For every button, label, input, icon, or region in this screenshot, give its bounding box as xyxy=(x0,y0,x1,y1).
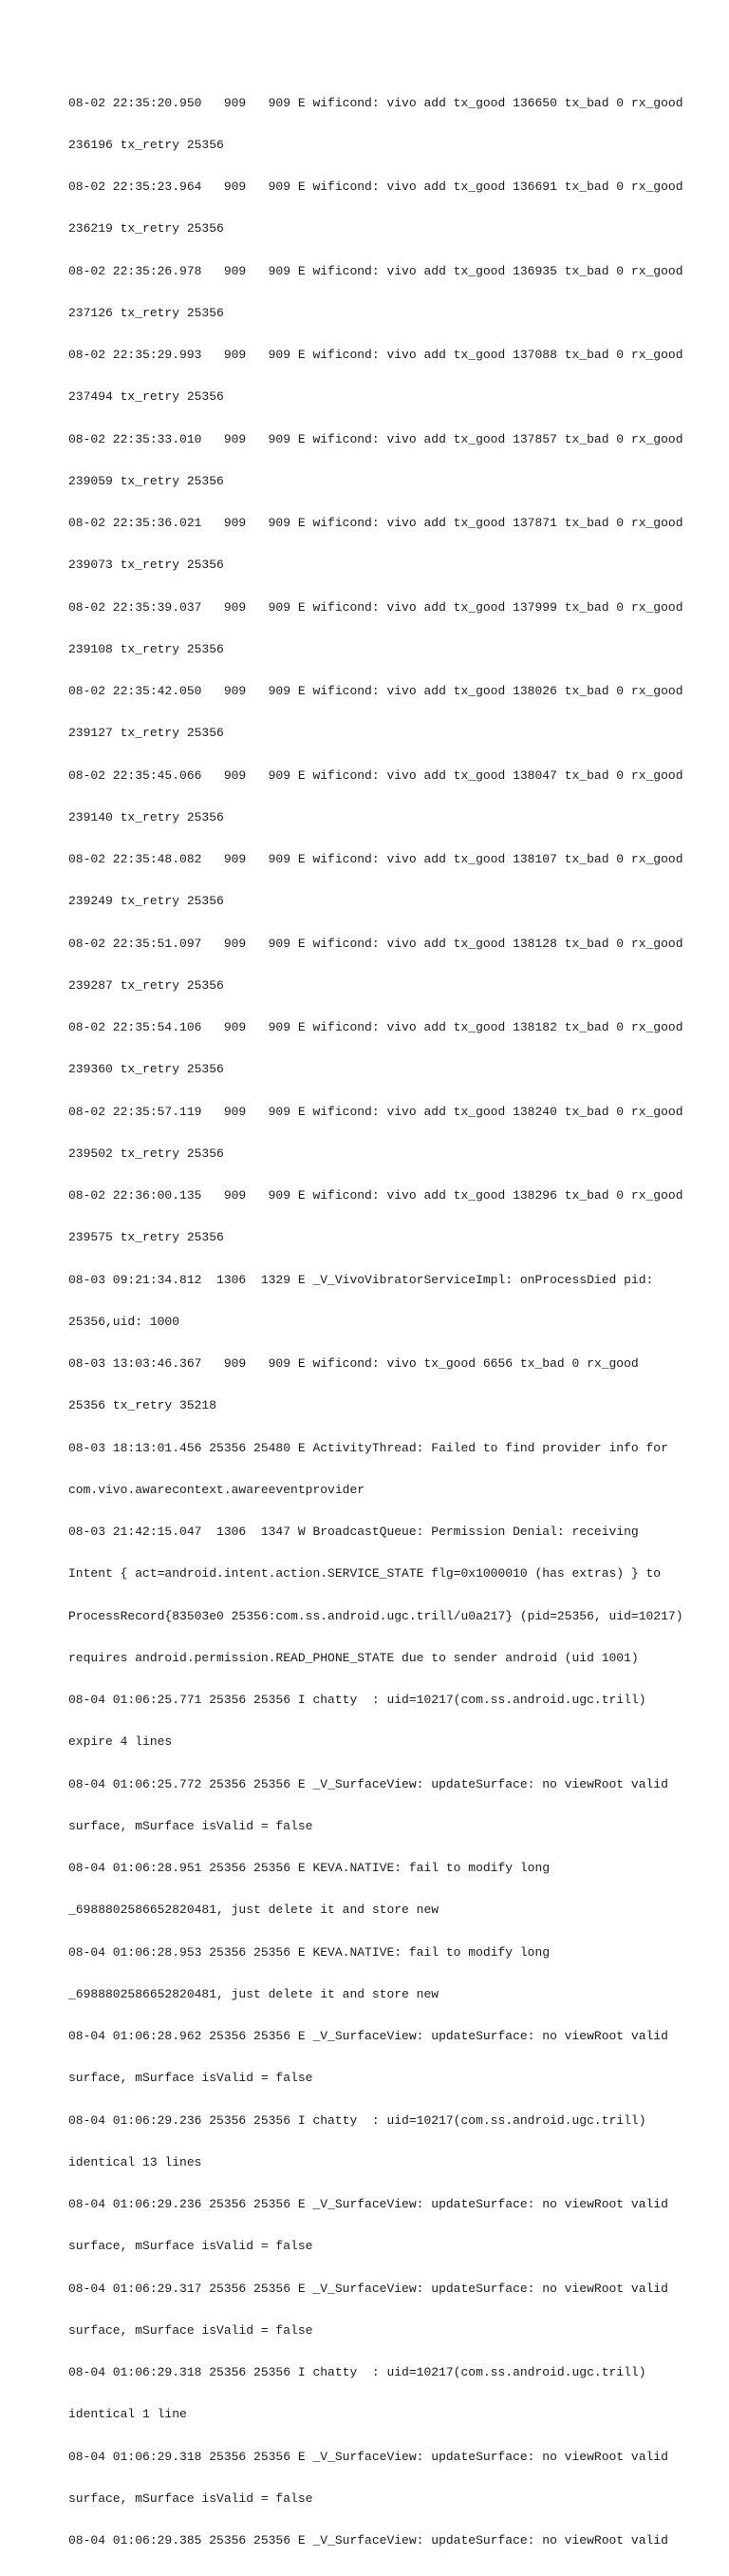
log-line: 08-02 22:35:36.021 909 909 E wificond: vivo add tx_good 137871 tx_bad 0 rx_good xyxy=(68,516,683,530)
log-line: surface, mSurface isValid = false xyxy=(68,2491,313,2506)
log-line: 239249 tx_retry 25356 xyxy=(68,894,224,909)
log-line: 08-02 22:35:26.978 909 909 E wificond: vivo add tx_good 136935 tx_bad 0 rx_good xyxy=(68,263,683,278)
log-line: _6988802586652820481, just delete it and store new xyxy=(68,1903,439,1918)
log-line: 08-02 22:35:23.964 909 909 E wificond: vivo add tx_good 136691 tx_bad 0 rx_good xyxy=(68,180,683,194)
log-line: 236196 tx_retry 25356 xyxy=(68,137,224,152)
log-line: 08-04 01:06:29.318 25356 25356 E _V_SurfaceView: updateSurface: no viewRoot valid xyxy=(68,2449,668,2464)
log-line: 08-03 21:42:15.047 1306 1347 W BroadcastQueue: Permission Denial: receiving xyxy=(68,1525,639,1539)
log-line: 08-03 09:21:34.812 1306 1329 E _V_VivoVibratorServiceImpl: onProcessDied pid: xyxy=(68,1272,654,1287)
log-line: identical 1 line xyxy=(68,2407,187,2422)
log-line: 236219 tx_retry 25356 xyxy=(68,221,224,237)
log-line: 239073 tx_retry 25356 xyxy=(68,558,224,573)
log-line: surface, mSurface isValid = false xyxy=(68,1818,313,1833)
log-line: 08-04 01:06:29.317 25356 25356 E _V_SurfaceView: updateSurface: no viewRoot valid xyxy=(68,2281,668,2296)
log-line: surface, mSurface isValid = false xyxy=(68,2322,313,2338)
log-line: 08-02 22:35:39.037 909 909 E wificond: vivo add tx_good 137999 tx_bad 0 rx_good xyxy=(68,599,683,615)
log-line: 239502 tx_retry 25356 xyxy=(68,1146,224,1161)
log-text xyxy=(68,68,683,2576)
log-line: 239287 tx_retry 25356 xyxy=(68,977,224,993)
log-line: 08-02 22:35:57.119 909 909 E wificond: vivo add tx_good 138240 tx_bad 0 rx_good xyxy=(68,1104,683,1119)
log-line: expire 4 lines xyxy=(68,1734,173,1750)
log-line: 239575 tx_retry 25356 xyxy=(68,1230,224,1245)
log-line: 239127 tx_retry 25356 xyxy=(68,726,224,741)
log-line: 25356 tx_retry 35218 xyxy=(68,1398,217,1413)
log-line: 08-04 01:06:29.385 25356 25356 E _V_SurfaceView: updateSurface: no viewRoot valid xyxy=(68,2533,668,2548)
log-line: ProcessRecord{83503e0 25356:com.ss.android.ugc.trill/u0a217} (pid=25356, uid=10217) xyxy=(68,1608,683,1623)
log-line: requires android.permission.READ_PHONE_STATE due to sender android (uid 1001) xyxy=(68,1650,639,1665)
log-line: _6988802586652820481, just delete it and store new xyxy=(68,1986,439,2001)
log-line: 08-02 22:35:33.010 909 909 E wificond: vivo add tx_good 137857 tx_bad 0 rx_good xyxy=(68,431,683,446)
log-line: surface, mSurface isValid = false xyxy=(68,2239,313,2254)
log-line: 08-03 13:03:46.367 909 909 E wificond: vivo tx_good 6656 tx_bad 0 rx_good xyxy=(68,1356,639,1371)
log-line: Intent { act=android.intent.action.SERVICE_STATE flg=0x1000010 (has extras) } to xyxy=(68,1566,662,1582)
log-line: 239108 tx_retry 25356 xyxy=(68,641,224,656)
log-line: 08-02 22:35:54.106 909 909 E wificond: vivo add tx_good 138182 tx_bad 0 rx_good xyxy=(68,1020,683,1034)
log-line: 25356,uid: 1000 xyxy=(68,1314,180,1329)
log-line: 239059 tx_retry 25356 xyxy=(68,473,224,488)
log-line: 08-02 22:36:00.135 909 909 E wificond: vivo add tx_good 138296 tx_bad 0 rx_good xyxy=(68,1188,683,1203)
log-line: 237494 tx_retry 25356 xyxy=(68,389,224,405)
log-line: 08-04 01:06:28.953 25356 25356 E KEVA.NATIVE: fail to modify long xyxy=(68,1944,551,1960)
log-line: 08-04 01:06:29.236 25356 25356 I chatty : uid=10217(com.ss.android.ugc.trill) xyxy=(68,2112,646,2128)
log-line: identical 13 lines xyxy=(68,2154,202,2169)
log-line: 08-02 22:35:42.050 909 909 E wificond: vivo add tx_good 138026 tx_bad 0 rx_good xyxy=(68,684,683,698)
log-line: 08-04 01:06:29.236 25356 25356 E _V_SurfaceView: updateSurface: no viewRoot valid xyxy=(68,2197,668,2211)
log-line: 08-02 22:35:48.082 909 909 E wificond: vivo add tx_good 138107 tx_bad 0 rx_good xyxy=(68,852,683,866)
log-line: 239360 tx_retry 25356 xyxy=(68,1062,224,1077)
log-line: 08-02 22:35:20.950 909 909 E wificond: vivo add tx_good 136650 tx_bad 0 rx_good xyxy=(68,95,683,110)
log-line: 08-04 01:06:25.771 25356 25356 I chatty : uid=10217(com.ss.android.ugc.trill) xyxy=(68,1693,646,1707)
log-line: 08-03 18:13:01.456 25356 25480 E ActivityThread: Failed to find provider info for xyxy=(68,1440,668,1455)
log-line: 08-04 01:06:28.962 25356 25356 E _V_SurfaceView: updateSurface: no viewRoot valid xyxy=(68,2029,668,2043)
log-line: 08-04 01:06:29.318 25356 25356 I chatty : uid=10217(com.ss.android.ugc.trill) xyxy=(68,2365,646,2379)
log-line: surface, mSurface isValid = false xyxy=(68,2071,313,2086)
log-line: 08-02 22:35:51.097 909 909 E wificond: vivo add tx_good 138128 tx_bad 0 rx_good xyxy=(68,936,683,951)
log-line: com.vivo.awarecontext.awareeventprovider xyxy=(68,1482,365,1497)
log-line: 08-02 22:35:29.993 909 909 E wificond: vivo add tx_good 137088 tx_bad 0 rx_good xyxy=(68,348,683,362)
log-line: 08-04 01:06:28.951 25356 25356 E KEVA.NATIVE: fail to modify long xyxy=(68,1861,551,1875)
log-line: 239140 tx_retry 25356 xyxy=(68,809,224,824)
log-line: 237126 tx_retry 25356 xyxy=(68,305,224,320)
log-line: 08-04 01:06:25.772 25356 25356 E _V_SurfaceView: updateSurface: no viewRoot valid xyxy=(68,1776,668,1791)
log-line: 08-02 22:35:45.066 909 909 E wificond: vivo add tx_good 138047 tx_bad 0 rx_good xyxy=(68,767,683,783)
